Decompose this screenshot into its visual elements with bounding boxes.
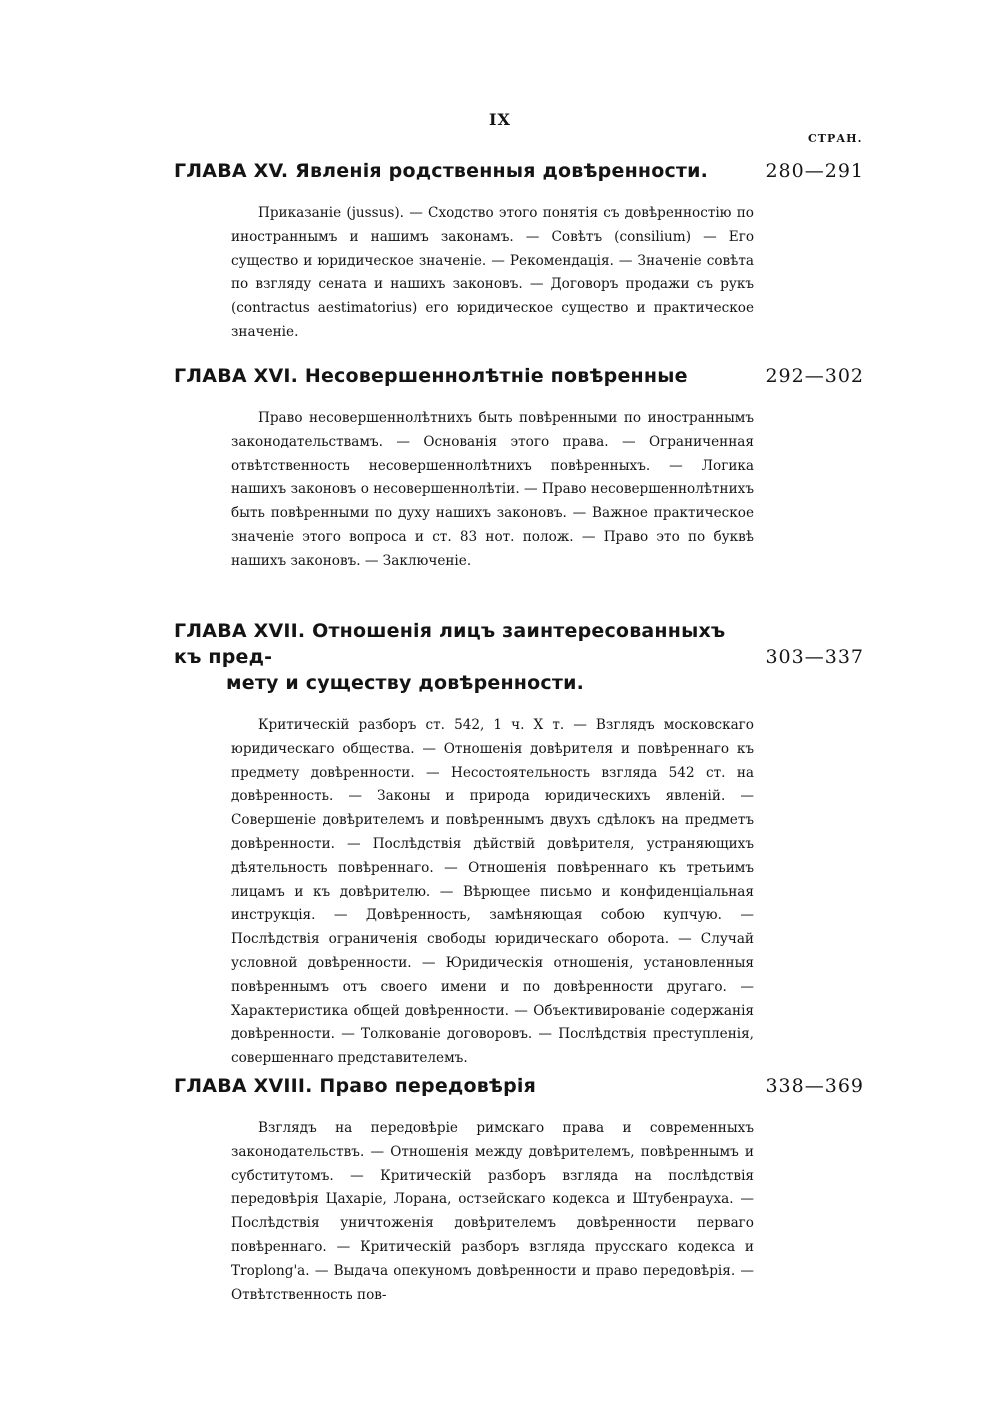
chapter-summary: Взглядъ на передовѣріе римскаго права и современныхъ законодательствъ. — Отношенія между довѣрителемъ, повѣреннымъ и субститутомъ. — Критическій разборъ взгляда на послѣдствія передовѣрія Цахаріе, Лорана, остзейскаго кодекса и Штубенрауха. — Послѣдствія уничтоженія довѣрителемъ довѣренности перваго повѣреннаго. — Критическій разборъ взгляда прусскаго кодекса и Troplong'а. — Выдача опекуномъ довѣренности и право передовѣрія. — Отвѣтственность пов- <box>231 1120 754 1303</box>
chapter-title <box>174 618 754 696</box>
chapter-17 <box>174 618 864 1071</box>
chapter-title-line-2: мету и существу довѣренности. <box>226 672 584 694</box>
chapter-summary: Право несовершеннолѣтнихъ быть повѣренными по иностраннымъ законодательствамъ. — Основанія этого права. — Ограниченная отвѣтственность несовершеннолѣтнихъ повѣренныхъ. — Логика нашихъ законовъ о несовершеннолѣтіи. — Право несовершеннолѣтнихъ быть повѣренными по духу нашихъ законовъ. — Важное практическое значеніе этого вопроса и ст. 83 нот. полож. — Право это по буквѣ нашихъ законовъ. — Заключеніе. <box>231 410 754 569</box>
chapter-title: ГЛАВА XVIII. Право передовѣрія <box>174 1075 537 1097</box>
chapter-16 <box>174 363 864 574</box>
pages-column-label: СТРАН. <box>808 132 863 145</box>
chapter-15 <box>174 158 864 345</box>
chapter-page-range: 292—302 <box>765 365 864 387</box>
chapter-18 <box>174 1073 864 1307</box>
chapter-title: ГЛАВА XVI. Несовершеннолѣтніе повѣренные <box>174 365 688 387</box>
chapter-title: ГЛАВА XV. Явленія родственныя довѣренности. <box>174 160 709 182</box>
chapter-summary: Приказаніе (jussus). — Сходство этого понятія съ довѣренностію по иностраннымъ и нашимъ законамъ. — Совѣтъ (consilium) — Его существо и юридическое значеніе. — Рекомендація. — Значеніе совѣта по взгляду сената и нашихъ законовъ. — Договоръ продажи съ рукъ (contractus aestimatorius) его юридическое существо и практическое значеніе. <box>231 205 754 340</box>
chapter-summary: Критическій разборъ ст. 542, 1 ч. X т. — Взглядъ московскаго юридическаго общества. — Отношенія довѣрителя и повѣреннаго къ предмету довѣренности. — Несостоятельность взгляда 542 ст. на довѣренность. — Законы и природа юридическихъ явленій. — Совершеніе довѣрителемъ и повѣреннымъ двухъ сдѣлокъ на предметъ довѣренности. — Послѣдствія дѣйствій довѣрителя, устраняющихъ дѣятельность повѣреннаго. — Отношенія повѣреннаго къ третьимъ лицамъ и къ довѣрителю. — Вѣрющее письмо и конфиденціальная инструкція. — Довѣренность, замѣняющая собою купчую. — Послѣдствія ограниченія свободы юридическаго оборота. — Случай условной довѣренности. — Юридическія отношенія, установленныя повѣреннымъ отъ своего имени и по довѣренности другаго. — Характеристика общей довѣренности. — Объективированіе содержанія довѣренности. — Толкованіе договоровъ. — Послѣдствія преступленія, совершеннаго представителемъ. <box>231 717 754 1067</box>
chapter-page-range: 280—291 <box>765 160 864 182</box>
chapter-page-range: 303—337 <box>765 646 864 668</box>
chapter-page-range: 338—369 <box>765 1075 864 1097</box>
page-number: IX <box>489 110 511 129</box>
chapter-title-line-1: ГЛАВА XVII. Отношенія лицъ заинтересованныхъ къ пред- <box>174 620 726 668</box>
